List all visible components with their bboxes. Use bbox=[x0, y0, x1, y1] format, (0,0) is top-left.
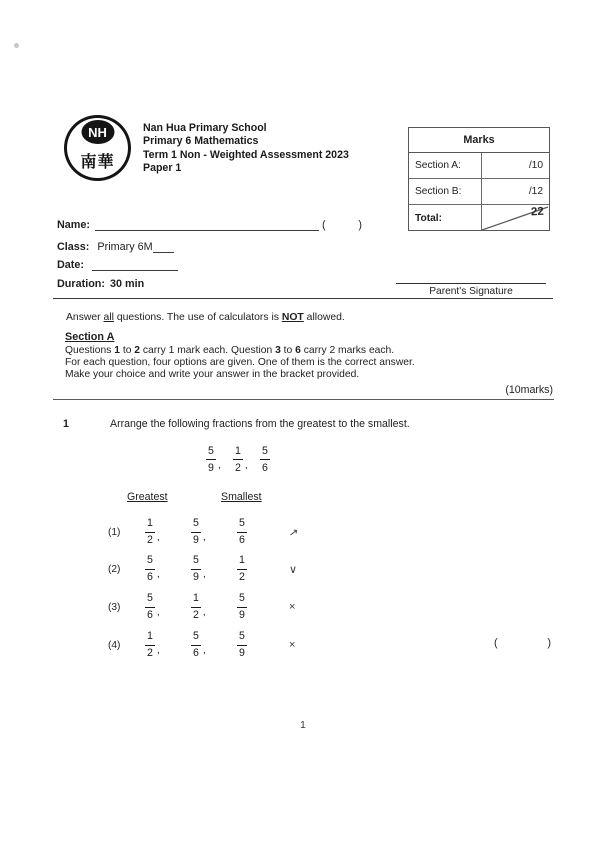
comma: , bbox=[156, 531, 160, 543]
instruction-text: carry 2 marks each. bbox=[300, 345, 395, 356]
instruction-text: to bbox=[119, 345, 135, 356]
question-text: Arrange the following fractions from the greatest to the smallest. bbox=[110, 418, 410, 430]
comma: , bbox=[217, 458, 221, 471]
given-fractions bbox=[206, 446, 287, 473]
denominator: 6 bbox=[145, 569, 155, 583]
instruction-number: 2 bbox=[134, 345, 141, 356]
section-a-instruction-3: Make your choice and write your answer in the bracket provided. bbox=[65, 369, 360, 380]
instruction-text: allowed. bbox=[303, 312, 345, 323]
numerator: 5 bbox=[193, 517, 199, 530]
subject-line: Primary 6 Mathematics bbox=[143, 135, 259, 148]
marks-row-total bbox=[409, 205, 549, 231]
denominator: 9 bbox=[191, 569, 201, 583]
instruction-number: 1 bbox=[114, 345, 120, 356]
divider-line bbox=[53, 399, 554, 400]
date-label: Date: bbox=[57, 259, 84, 271]
fraction bbox=[145, 593, 191, 620]
paper-line: Paper 1 bbox=[143, 162, 182, 175]
class-value: Primary 6M bbox=[97, 241, 153, 253]
mark-glyph: ↗ bbox=[288, 525, 299, 540]
denominator: 2 bbox=[145, 645, 155, 659]
fraction bbox=[145, 555, 191, 582]
numerator: 5 bbox=[208, 445, 214, 457]
fraction bbox=[145, 631, 191, 658]
denominator: 9 bbox=[206, 459, 216, 473]
class-row bbox=[57, 241, 174, 253]
numerator: 5 bbox=[262, 445, 268, 457]
numerator: 1 bbox=[235, 445, 241, 457]
fraction bbox=[145, 518, 191, 545]
denominator: 6 bbox=[260, 459, 270, 473]
comma: , bbox=[202, 644, 206, 656]
numerator: 5 bbox=[239, 630, 245, 643]
option-label: (1) bbox=[108, 526, 121, 538]
school-logo bbox=[64, 115, 131, 181]
denominator: 6 bbox=[237, 532, 247, 546]
marks-table bbox=[408, 127, 550, 231]
denominator: 2 bbox=[145, 532, 155, 546]
instruction-text: to bbox=[280, 345, 296, 356]
comma: , bbox=[156, 568, 160, 580]
handwritten-cross: × bbox=[289, 639, 296, 651]
fraction bbox=[206, 446, 233, 473]
comma: , bbox=[244, 458, 248, 471]
denominator: 2 bbox=[237, 569, 247, 583]
comma: , bbox=[202, 531, 206, 543]
numerator: 5 bbox=[193, 554, 199, 567]
comma: , bbox=[202, 606, 206, 618]
denominator: 6 bbox=[145, 607, 155, 621]
signature-line bbox=[396, 283, 546, 284]
general-instruction bbox=[66, 312, 345, 323]
numerator: 1 bbox=[147, 517, 153, 530]
section-a-instruction-1 bbox=[65, 345, 545, 356]
numerator: 5 bbox=[239, 592, 245, 605]
instruction-text-not: NOT bbox=[281, 312, 304, 323]
option-label: (3) bbox=[108, 601, 121, 613]
fraction bbox=[191, 631, 237, 658]
smallest-column-header: Smallest bbox=[221, 491, 262, 503]
numerator: 5 bbox=[193, 630, 199, 643]
instruction-text: Answer bbox=[66, 312, 104, 323]
numerator: 5 bbox=[147, 554, 153, 567]
fraction bbox=[237, 555, 283, 582]
total-label: Total: bbox=[415, 212, 442, 224]
denominator: 2 bbox=[233, 459, 243, 473]
total-score-cell bbox=[481, 205, 549, 231]
numerator: 5 bbox=[147, 592, 153, 605]
paper-header bbox=[143, 122, 349, 176]
answer-bracket bbox=[494, 637, 551, 649]
greatest-column-header: Greatest bbox=[127, 491, 168, 503]
marks-table-divider bbox=[481, 153, 482, 230]
name-blank-line bbox=[95, 219, 319, 231]
option-row-3 bbox=[108, 592, 295, 622]
marks-row-section-b bbox=[409, 179, 549, 205]
page-number: 1 bbox=[300, 720, 306, 731]
question-number: 1 bbox=[63, 418, 69, 430]
option-label: (4) bbox=[108, 639, 121, 651]
date-blank-line bbox=[92, 259, 178, 271]
fraction bbox=[260, 446, 287, 473]
instruction-number: 6 bbox=[295, 345, 301, 356]
marks-table-title: Marks bbox=[409, 128, 549, 153]
logo-chinese-text: 南華 bbox=[80, 154, 115, 171]
instruction-text-underlined: all bbox=[103, 312, 114, 323]
school-name: Nan Hua Primary School bbox=[143, 122, 267, 134]
section-a-score: /10 bbox=[528, 160, 543, 171]
handwritten-checkmark: ∨ bbox=[289, 563, 298, 576]
class-blank-line bbox=[153, 241, 174, 253]
class-label: Class: bbox=[57, 241, 90, 253]
fraction bbox=[191, 518, 237, 545]
fraction bbox=[237, 593, 283, 620]
instruction-text: Questions bbox=[65, 345, 115, 356]
logo-nh-badge bbox=[81, 120, 114, 144]
denominator: 9 bbox=[191, 532, 201, 546]
numerator: 5 bbox=[239, 517, 245, 530]
fraction bbox=[237, 631, 283, 658]
section-b-score: /12 bbox=[528, 186, 543, 197]
section-a-label: Section A: bbox=[415, 160, 461, 171]
option-row-2 bbox=[108, 554, 297, 584]
marks-row-section-a bbox=[409, 153, 549, 179]
fraction bbox=[191, 593, 237, 620]
numerator: 1 bbox=[239, 554, 245, 567]
denominator: 9 bbox=[237, 645, 247, 659]
comma: , bbox=[202, 568, 206, 580]
bracket-close: ) bbox=[358, 219, 363, 231]
section-b-label: Section B: bbox=[415, 186, 462, 197]
section-a-marks-note: (10marks) bbox=[505, 384, 553, 396]
handwritten-mark bbox=[289, 526, 298, 539]
name-row bbox=[57, 219, 362, 231]
instruction-text: questions. The use of calculators is bbox=[113, 312, 282, 323]
instruction-number: 3 bbox=[275, 345, 281, 356]
comma: , bbox=[156, 644, 160, 656]
fraction bbox=[191, 555, 237, 582]
numerator: 1 bbox=[193, 592, 199, 605]
numerator: 1 bbox=[147, 630, 153, 643]
logo-nh-text: NH bbox=[88, 124, 107, 140]
option-row-4 bbox=[108, 630, 295, 660]
denominator: 9 bbox=[237, 607, 247, 621]
duration-value: 30 min bbox=[109, 278, 145, 290]
parent-signature-label: Parent's Signature bbox=[429, 286, 513, 297]
fraction bbox=[237, 518, 283, 545]
fraction bbox=[233, 446, 260, 473]
bracket-close: ) bbox=[547, 637, 551, 649]
divider-line bbox=[53, 298, 553, 299]
section-a-instruction-2: For each question, four options are given. One of them is the correct answer. bbox=[65, 357, 415, 368]
handwritten-cross: × bbox=[289, 601, 296, 613]
option-row-1 bbox=[108, 517, 298, 547]
name-label: Name: bbox=[57, 219, 91, 231]
duration-row bbox=[57, 278, 144, 290]
instruction-text: carry 1 mark each. Question bbox=[140, 345, 276, 356]
bracket-open: ( bbox=[322, 219, 326, 231]
bracket-open: ( bbox=[494, 637, 498, 649]
duration-label: Duration: bbox=[57, 278, 105, 290]
comma: , bbox=[156, 606, 160, 618]
denominator: 6 bbox=[191, 645, 201, 659]
section-a-heading: Section A bbox=[65, 331, 115, 343]
date-row bbox=[57, 259, 178, 271]
total-score-handwritten: 22 bbox=[530, 205, 545, 219]
option-label: (2) bbox=[108, 563, 121, 575]
assessment-line: Term 1 Non - Weighted Assessment 2023 bbox=[143, 148, 349, 161]
scan-speck bbox=[14, 43, 19, 48]
denominator: 2 bbox=[191, 607, 201, 621]
index-number-bracket bbox=[322, 219, 362, 231]
